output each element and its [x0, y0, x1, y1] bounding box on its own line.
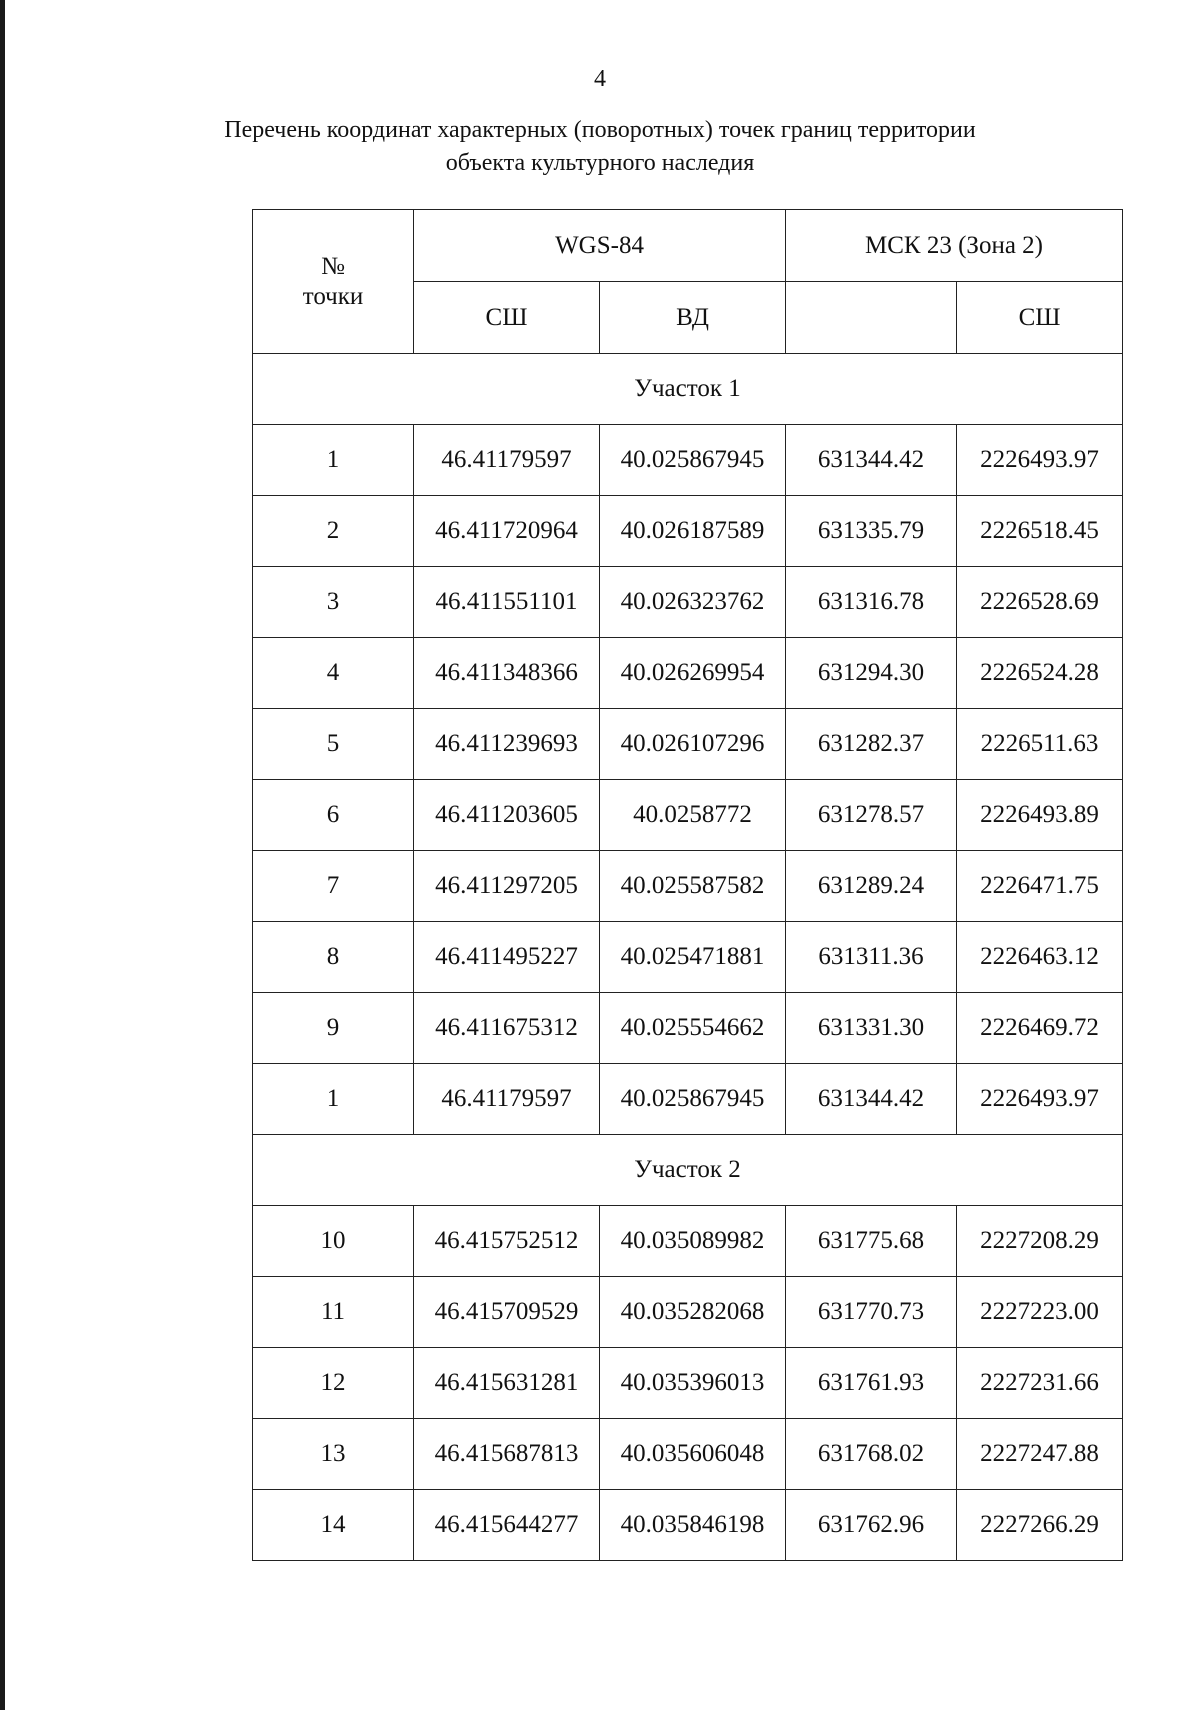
cell-wgs-longitude: 40.035396013	[600, 1348, 786, 1419]
cell-msk-x: 631775.68	[786, 1206, 957, 1277]
cell-msk-x: 631768.02	[786, 1419, 957, 1490]
header-msk-x	[786, 282, 957, 354]
cell-wgs-longitude: 40.035089982	[600, 1206, 786, 1277]
cell-wgs-latitude: 46.41179597	[414, 425, 600, 496]
table-row	[253, 638, 1123, 709]
cell-wgs-latitude: 46.415631281	[414, 1348, 600, 1419]
cell-msk-x: 631289.24	[786, 851, 957, 922]
cell-point-number: 7	[253, 851, 414, 922]
table-row	[253, 922, 1123, 993]
cell-msk-x: 631294.30	[786, 638, 957, 709]
scan-edge-shadow	[0, 0, 5, 1710]
cell-wgs-latitude: 46.415687813	[414, 1419, 600, 1490]
cell-point-number: 9	[253, 993, 414, 1064]
cell-msk-y: 2226518.45	[957, 496, 1123, 567]
table-row	[253, 1348, 1123, 1419]
cell-msk-y: 2227208.29	[957, 1206, 1123, 1277]
cell-msk-x: 631331.30	[786, 993, 957, 1064]
cell-wgs-latitude: 46.411495227	[414, 922, 600, 993]
table-row	[253, 1277, 1123, 1348]
cell-wgs-longitude: 40.026323762	[600, 567, 786, 638]
cell-msk-y: 2226493.97	[957, 1064, 1123, 1135]
cell-msk-y: 2226524.28	[957, 638, 1123, 709]
cell-wgs-latitude: 46.411720964	[414, 496, 600, 567]
cell-msk-x: 631770.73	[786, 1277, 957, 1348]
cell-point-number: 5	[253, 709, 414, 780]
header-group-msk23: МСК 23 (Зона 2)	[786, 210, 1123, 282]
document-title	[150, 114, 1050, 180]
cell-wgs-longitude: 40.035846198	[600, 1490, 786, 1561]
cell-msk-x: 631282.37	[786, 709, 957, 780]
cell-wgs-latitude: 46.41179597	[414, 1064, 600, 1135]
table-row	[253, 993, 1123, 1064]
table-row	[253, 1064, 1123, 1135]
cell-wgs-latitude: 46.411348366	[414, 638, 600, 709]
section-label: Участок 2	[253, 1135, 1123, 1206]
cell-msk-y: 2227223.00	[957, 1277, 1123, 1348]
cell-wgs-longitude: 40.026187589	[600, 496, 786, 567]
cell-point-number: 1	[253, 425, 414, 496]
cell-wgs-longitude: 40.026107296	[600, 709, 786, 780]
cell-point-number: 11	[253, 1277, 414, 1348]
cell-point-number: 8	[253, 922, 414, 993]
cell-msk-x: 631278.57	[786, 780, 957, 851]
table-row	[253, 1419, 1123, 1490]
cell-point-number: 2	[253, 496, 414, 567]
table-row	[253, 496, 1123, 567]
cell-point-number: 1	[253, 1064, 414, 1135]
cell-wgs-longitude: 40.025587582	[600, 851, 786, 922]
cell-msk-x: 631344.42	[786, 1064, 957, 1135]
cell-point-number: 12	[253, 1348, 414, 1419]
cell-wgs-longitude: 40.035606048	[600, 1419, 786, 1490]
cell-wgs-longitude: 40.025471881	[600, 922, 786, 993]
table-row	[253, 780, 1123, 851]
cell-msk-y: 2226493.97	[957, 425, 1123, 496]
coordinates-table	[252, 209, 1123, 1561]
header-wgs-longitude: ВД	[600, 282, 786, 354]
cell-msk-x: 631344.42	[786, 425, 957, 496]
table-header-row-1	[253, 210, 1123, 282]
cell-point-number: 6	[253, 780, 414, 851]
header-wgs-latitude: СШ	[414, 282, 600, 354]
section-row	[253, 354, 1123, 425]
cell-msk-x: 631335.79	[786, 496, 957, 567]
section-row	[253, 1135, 1123, 1206]
cell-msk-x: 631316.78	[786, 567, 957, 638]
cell-msk-y: 2226471.75	[957, 851, 1123, 922]
cell-msk-x: 631761.93	[786, 1348, 957, 1419]
cell-msk-y: 2226463.12	[957, 922, 1123, 993]
header-point-number	[253, 210, 414, 354]
section-label: Участок 1	[253, 354, 1123, 425]
header-msk-y: СШ	[957, 282, 1123, 354]
document-title-line-2: объекта культурного наследия	[445, 150, 755, 176]
cell-wgs-latitude: 46.411203605	[414, 780, 600, 851]
cell-wgs-longitude: 40.035282068	[600, 1277, 786, 1348]
page-number: 4	[594, 66, 606, 92]
header-group-wgs84: WGS-84	[414, 210, 786, 282]
table-row	[253, 851, 1123, 922]
cell-point-number: 13	[253, 1419, 414, 1490]
cell-wgs-latitude: 46.411239693	[414, 709, 600, 780]
cell-msk-y: 2227266.29	[957, 1490, 1123, 1561]
cell-msk-y: 2226493.89	[957, 780, 1123, 851]
cell-wgs-longitude: 40.025867945	[600, 1064, 786, 1135]
cell-point-number: 10	[253, 1206, 414, 1277]
cell-wgs-longitude: 40.025867945	[600, 425, 786, 496]
table-row	[253, 1206, 1123, 1277]
cell-msk-y: 2226469.72	[957, 993, 1123, 1064]
cell-wgs-latitude: 46.415752512	[414, 1206, 600, 1277]
cell-wgs-latitude: 46.415709529	[414, 1277, 600, 1348]
cell-msk-x: 631311.36	[786, 922, 957, 993]
table-row	[253, 425, 1123, 496]
cell-msk-y: 2227231.66	[957, 1348, 1123, 1419]
document-title-line-1: Перечень координат характерных (поворотных) точек границ территории	[224, 117, 976, 143]
cell-wgs-longitude: 40.026269954	[600, 638, 786, 709]
table-row	[253, 1490, 1123, 1561]
cell-msk-y: 2227247.88	[957, 1419, 1123, 1490]
header-point-number-line-2: точки	[302, 282, 364, 310]
table-row	[253, 709, 1123, 780]
cell-point-number: 3	[253, 567, 414, 638]
cell-msk-x: 631762.96	[786, 1490, 957, 1561]
cell-wgs-latitude: 46.415644277	[414, 1490, 600, 1561]
cell-wgs-longitude: 40.0258772	[600, 780, 786, 851]
cell-wgs-longitude: 40.025554662	[600, 993, 786, 1064]
cell-wgs-latitude: 46.411297205	[414, 851, 600, 922]
cell-point-number: 4	[253, 638, 414, 709]
cell-wgs-latitude: 46.411551101	[414, 567, 600, 638]
cell-msk-y: 2226528.69	[957, 567, 1123, 638]
cell-point-number: 14	[253, 1490, 414, 1561]
table-row	[253, 567, 1123, 638]
cell-msk-y: 2226511.63	[957, 709, 1123, 780]
header-point-number-line-1: №	[321, 252, 345, 280]
cell-wgs-latitude: 46.411675312	[414, 993, 600, 1064]
